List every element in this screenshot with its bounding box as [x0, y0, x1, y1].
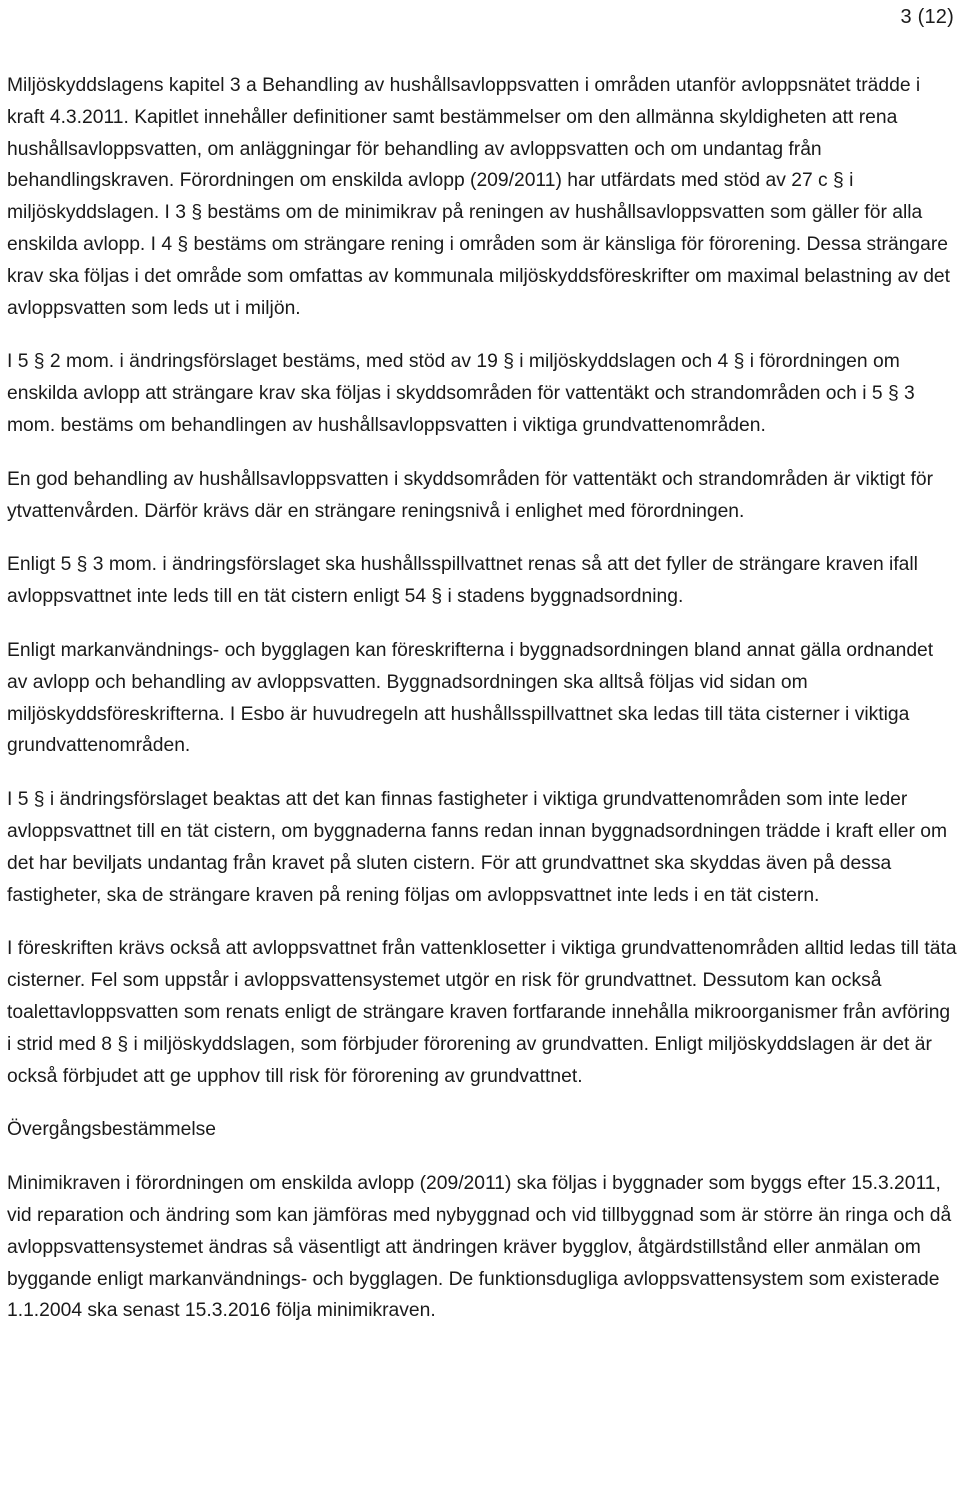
page-number: 3 (12) [900, 6, 954, 28]
section-heading: Övergångsbestämmelse [7, 1119, 216, 1141]
paragraph-section-5-mom-3: Enligt 5 § 3 mom. i ändringsförslaget ska hushållsspillvattnet renas så att det fyller de strängare kraven ifall avloppsvattnet inte leds till en tät cistern enligt 54 § i stadens byggnadsordning. [7, 554, 918, 608]
paragraph-building-regulations: Enligt markanvändnings- och bygglagen kan föreskrifterna i byggnadsordningen bland annat gälla ordnandet av avlopp och behandling av avloppsvatten. Byggnadsordningen ska alltså följas vid sidan om miljöskyddsföreskrifterna. I Esbo är huvudregeln att hushållsspillvattnet ska ledas till täta cisterner i viktiga grundvattenområden. [7, 639, 934, 757]
paragraph-transition-provision: Minimikraven i förordningen om enskilda avlopp (209/2011) ska följas i byggnader som byggs efter 15.3.2011, vid reparation och ändring som kan jämföras med nybyggnad och vid tillbyggnad som är större än ringa och då avloppsvattensystemet ändras så väsentligt att ändringen kräver bygglov, åtgärdstillstånd eller anmälan om byggande enligt markanvändnings- och bygglagen. De funktionsdugliga avloppsvattensystem som existerade 1.1.2004 ska senast 15.3.2016 följa minimikraven. [7, 1173, 952, 1322]
document-body [7, 70, 957, 1349]
paragraph-water-closets: I föreskriften krävs också att avloppsvattnet från vattenklosetter i viktiga grundvattenområden alltid ledas till täta cisterner. Fel som uppstår i avloppsvattensystemet utgör en risk för grundvattnet. Dessutom kan också toalettavloppsvatten som renats enligt de strängare kraven fortfarande innehålla mikroorganismer från avföring i strid med 8 § i miljöskyddslagen, som förbjuder förorening av grundvatten. Enligt miljöskyddslagen är det är också förbjudet att ge upphov till risk för förorening av grundvattnet. [7, 938, 957, 1087]
paragraph-section-5-properties: I 5 § i ändringsförslaget beaktas att det kan finnas fastigheter i viktiga grundvattenområden som inte leder avloppsvattnet till en tät cistern, om byggnaderna fanns redan innan byggnadsordningen trädde i kraft eller om det har beviljats undantag från kravet på sluten cistern. För att grundvattnet ska skyddas även på dessa fastigheter, ska de strängare kraven på rening följas om avloppsvattnet inte leds i en tät cistern. [7, 789, 948, 906]
paragraph-protection-areas: En god behandling av hushållsavloppsvatten i skyddsområden för vattentäkt och strandområden är viktigt för ytvattenvården. Därför krävs där en strängare reningsnivå i enlighet med förordningen. [7, 468, 934, 522]
paragraph-section-5-mom-2: I 5 § 2 mom. i ändringsförslaget bestäms, med stöd av 19 § i miljöskyddslagen och 4 § i förordningen om enskilda avlopp att strängare krav ska följas i skyddsområden för vattentäkt och strandområden och i 5 § 3 mom. bestäms om behandlingen av hushållsavloppsvatten i viktiga grundvattenområden. [7, 351, 915, 436]
paragraph-chapter-3a: Miljöskyddslagens kapitel 3 a Behandling av hushållsavloppsvatten i områden utanför avloppsnätet trädde i kraft 4.3.2011. Kapitlet innehåller definitioner samt bestämmelser om den allmänna skyldigheten att rena hushållsavloppsvatten, om anläggningar för behandling av avloppsvatten och om undantag från behandlingskraven. Förordningen om enskilda avlopp (209/2011) har utfärdats med stöd av 27 c § i miljöskyddslagen. I 3 § bestäms om de minimikrav på reningen av hushållsavloppsvatten som gäller för alla enskilda avlopp. I 4 § bestäms om strängare rening i områden som är känsliga för förorening. Dessa strängare krav ska följas i det område som omfattas av kommunala miljöskyddsföreskrifter om maximal belastning av det avloppsvatten som leds ut i miljön. [7, 75, 951, 319]
